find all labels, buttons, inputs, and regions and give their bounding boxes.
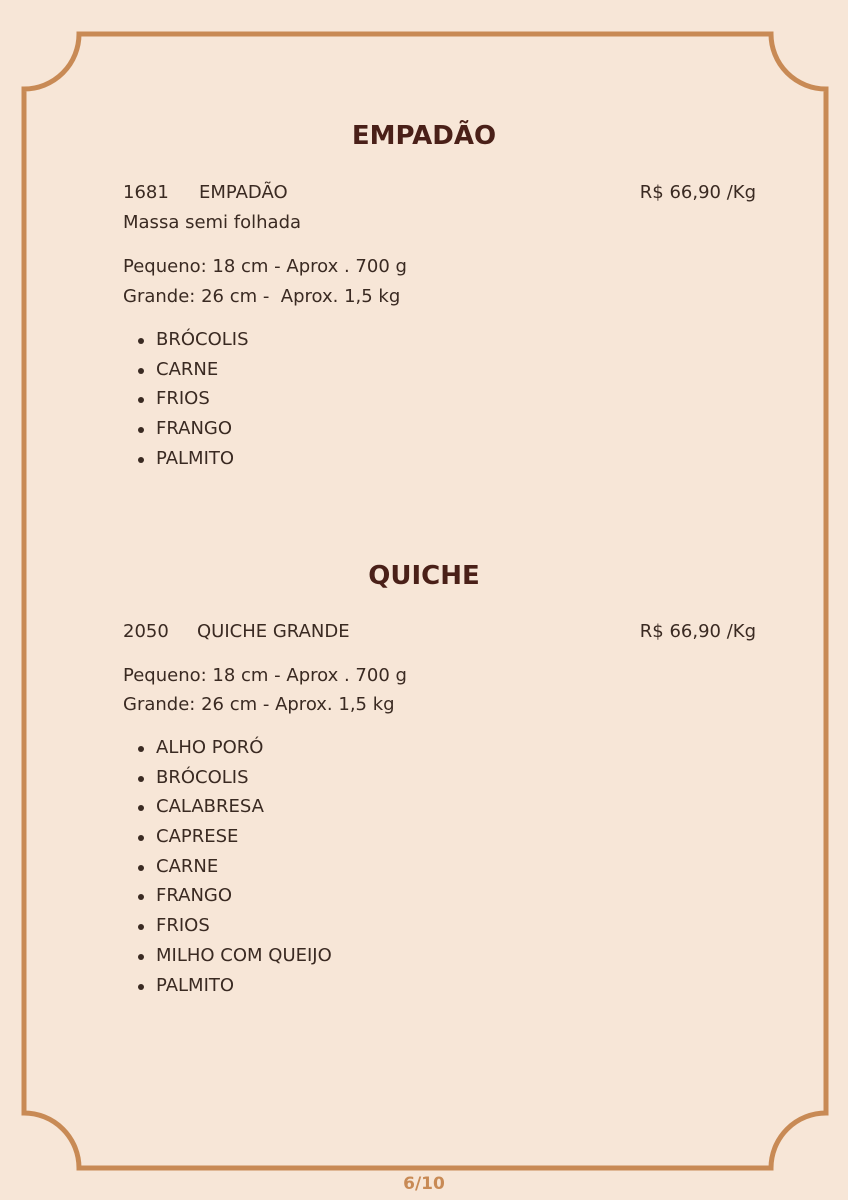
empadao-section-title: EMPADÃO (351, 121, 497, 151)
empadao-description: Massa semi folhada (123, 212, 302, 233)
list-item: FRANGO (123, 418, 249, 448)
list-item: BRÓCOLIS (123, 767, 332, 797)
list-item: FRIOS (123, 388, 249, 418)
list-item: MILHO COM QUEIJO (123, 945, 332, 975)
list-item: FRANGO (123, 885, 332, 915)
list-item: BRÓCOLIS (123, 329, 249, 359)
quiche-product-row (123, 621, 350, 643)
list-item: CALABRESA (123, 796, 332, 826)
list-item: FRIOS (123, 915, 332, 945)
list-item: CARNE (123, 856, 332, 886)
empadao-flavor-list (123, 329, 249, 477)
quiche-product-code: 2050 (123, 621, 169, 642)
list-item: CARNE (123, 359, 249, 389)
empadao-size-large: Grande: 26 cm - Aprox. 1,5 kg (123, 286, 401, 307)
list-item: PALMITO (123, 448, 249, 478)
quiche-price: R$ 66,90 /Kg (639, 621, 756, 642)
empadao-product-code: 1681 (123, 182, 169, 203)
empadao-product-row (123, 182, 288, 204)
list-item: ALHO PORÓ (123, 737, 332, 767)
list-item: PALMITO (123, 975, 332, 1005)
quiche-section-title: QUICHE (368, 561, 480, 591)
empadao-size-small: Pequeno: 18 cm - Aprox . 700 g (123, 256, 407, 277)
list-item: CAPRESE (123, 826, 332, 856)
empadao-price: R$ 66,90 /Kg (639, 182, 756, 203)
quiche-flavor-list (123, 737, 332, 1004)
quiche-size-large: Grande: 26 cm - Aprox. 1,5 kg (123, 694, 395, 715)
page-number: 6/10 (403, 1174, 445, 1194)
quiche-product-name: QUICHE GRANDE (197, 621, 350, 642)
quiche-size-small: Pequeno: 18 cm - Aprox . 700 g (123, 665, 407, 686)
empadao-product-name: EMPADÃO (199, 182, 288, 203)
